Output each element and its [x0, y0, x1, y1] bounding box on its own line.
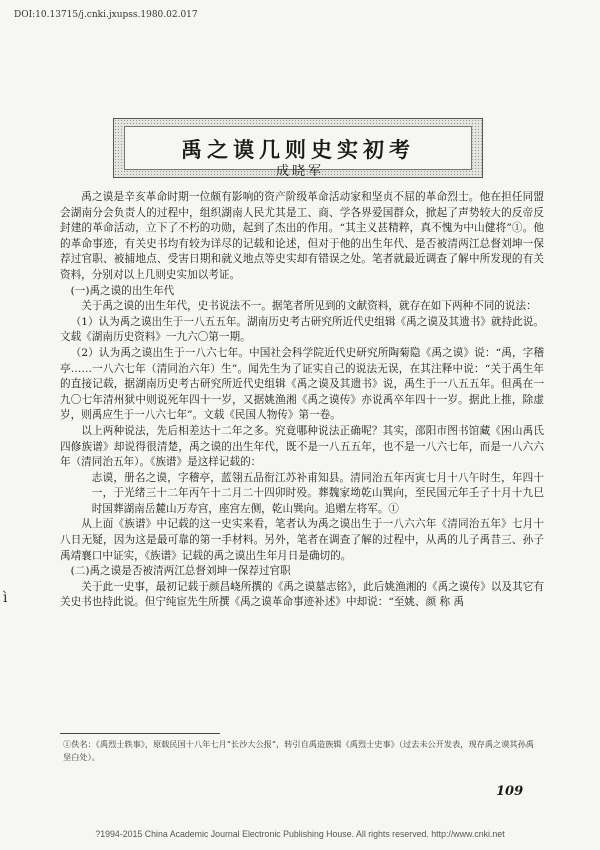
- paragraph: （2）认为禹之谟出生于一八六七年。中国社会科学院近代史研究所陶菊隐《禹之谟》说：“禹，字稽亭……一八六七年（清同治六年）生”。闻先生为了证实自己的说法无误，在其注释中说：“关于禹生年的直接记载，据湖南历史考古研究所近代史组辑《禹之谟及其遗书》说，禹生于一八五五年。但禹在一九〇七年清州狱中则说死年四十一岁，又据姚渔湘《禹之谟传》亦说禹卒年四十一岁。据此上推，除虚岁，则禹应生于一八六七年”。文载《民国人物传》第一卷。: [60, 346, 544, 422]
- article-body: [60, 190, 544, 611]
- doi-line: DOI:10.13715/j.cnki.jxupss.1980.02.017: [14, 10, 198, 20]
- copyright-line: ?1994-2015 China Academic Journal Electronic Publishing House. All rights reserved. http://www.cnki.net: [95, 829, 505, 839]
- paragraph: 从上面《族谱》中记载的这一史实来看，笔者认为禹之谟出生于一八六六年《清同治五年》七月十八日无疑，因为这是最可靠的第一手材料。另外，笔者在调查了解的过程中，从禹的儿子禹昔三、孙子禹靖襄口中证实，《族谱》记载的禹之谟出生年月日是确切的。: [60, 518, 544, 562]
- page-number: 109: [496, 784, 524, 799]
- footnote: ①佚名：《禹烈士轶事》，原载民国十八年七月“长沙大公报”，转引自禹造族辑《禹烈士史事》（过去未公开发表，现存禹之谟其孙禹坚白处）。: [63, 739, 534, 762]
- paragraph: 关于此一史事，最初记载于颜昌峣所撰的《禹之谟墓志铭》，此后姚渔湘的《禹之谟传》以及其它有关史书也持此说。但宁纯宦先生所撰《禹之谟革命事迹补述》中却说：“至姚、颜 称 禹: [60, 580, 544, 609]
- section-heading-1: (一)禹之谟的出生年代: [70, 284, 175, 297]
- margin-mark: ì: [3, 590, 8, 606]
- paragraph: （1）认为禹之谟出生于一八五五年。湖南历史考古研究所近代史组辑《禹之谟及其遗书》就持此说。文载《湖南历史资料》一九六〇第一期。: [60, 315, 544, 344]
- section-heading-2: (二)禹之谟是否被清两江总督刘坤一保荐过官职: [70, 565, 291, 578]
- paragraph: 以上两种说法，先后相差达十二年之多。究竟哪种说法正确呢？其实，邵阳市图书馆藏《困山禹氏四修族谱》却说得很清楚，禹之谟的出生年代，既不是一八五五年，也不是一八六七年，而是一八六六年（清同治五年）。《族谱》是这样记载的：: [60, 424, 544, 469]
- article-title: 禹之谟几则史实初考: [181, 137, 415, 162]
- paragraph-intro: 禹之谟是辛亥革命时期一位颇有影响的资产阶级革命活动家和坚贞不屈的革命烈士。他在担任同盟会湖南分会负责人的过程中，组织湖南人民尤其是工、商、学各界爱国群众，掀起了声势较大的反帝反封建的革命活动，立下了不朽的功勋，起到了杰出的作用。“其主义甚精粹，真不愧为中山健将”①。他的革命事迹，有关史书均有较为详尽的记载和论述，但对于他的出生年代、是否被清两江总督刘坤一保荐过官职、被捕地点、受害日期和就义地点等史实却有错误之处。笔者就最近调查了解中所发现的有关资料，分别对以上几则史实加以考证。: [60, 191, 544, 281]
- footnote-divider: [60, 733, 220, 734]
- genealogy-quote: 志谟，册名之谟，字稽亭，蓝翎五品衔江苏补甫知县。清同治五年丙寅七月十八午时生，年四十一，于光绪三十二年丙午十二月二十四卯时殁。葬魏家坳乾山巽向，至民国元年壬子十月十九巳时国葬湖南岳麓山万寿宫，座宫左侧，乾山巽向。追赠左将军。①: [91, 471, 544, 515]
- article-author: 成晓军: [275, 164, 324, 179]
- paragraph: 关于禹之谟的出生年代，史书说法不一。据笔者所见到的文献资料，就存在如下两种不同的说法：: [81, 300, 537, 313]
